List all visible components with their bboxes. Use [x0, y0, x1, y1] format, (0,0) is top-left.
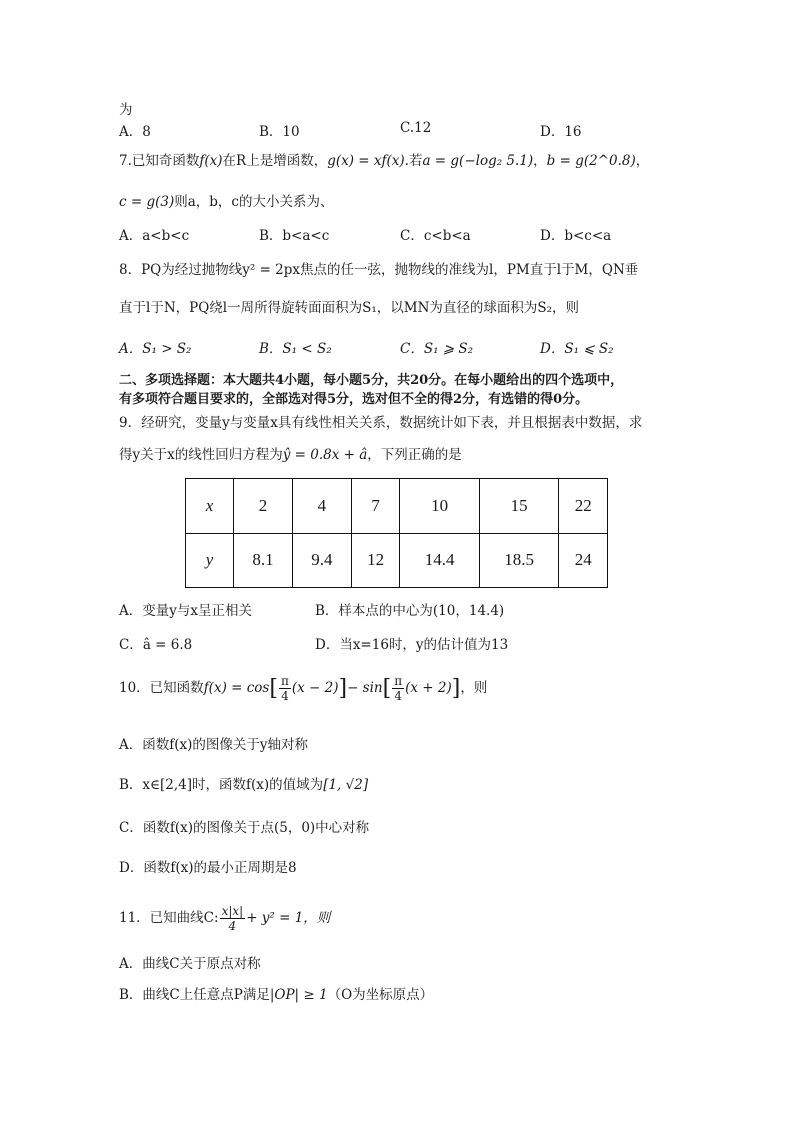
fraction-denominator: 4 — [394, 689, 402, 703]
q7-option-d: D．b<c<a — [540, 228, 612, 244]
q10-stem — [119, 673, 487, 703]
table-cell: 8.1 — [234, 533, 293, 588]
q7-text: 在R上是增函数， — [222, 153, 328, 169]
q7-fx: f(x) — [199, 153, 223, 169]
table-cell: 9.4 — [292, 533, 351, 588]
q8-option-b: B．S₁ < S₂ — [259, 341, 332, 357]
q10-option-c: C．函数f(x)的图像关于点(5，0)中心对称 — [119, 820, 370, 836]
q7-c-def: c = g(3) — [119, 194, 175, 210]
q11-text: 11．已知曲线C: — [119, 910, 219, 926]
q9-text: 得y关于x的线性回归方程为 — [119, 447, 283, 463]
prev-option-d: D．16 — [540, 124, 582, 140]
fraction-denominator: 4 — [228, 919, 237, 933]
q9-option-c: C．â = 6.8 — [119, 637, 193, 653]
q10-option-b-range: [1, √2] — [323, 777, 369, 793]
q10-fx: f(x) = cos — [203, 680, 270, 696]
q7-stem-line1 — [119, 149, 649, 169]
q11-option-a: A．曲线C关于原点对称 — [119, 956, 261, 972]
q8-stem-line1: 8．PQ为经过抛物线y² = 2px焦点的任一弦，抛物线的准线为l，PM直于l于M，QN垂 — [119, 262, 639, 278]
q11-option-b — [119, 983, 433, 1003]
q7-comma: ， — [533, 153, 547, 169]
q7-a-def: a = g(−log₂ 5.1) — [422, 153, 534, 169]
fraction-denominator: 4 — [281, 689, 289, 703]
table-row — [186, 533, 608, 588]
table-cell: 10 — [400, 479, 480, 534]
q11-fraction — [220, 904, 246, 933]
q9-text: ，下列正确的是 — [367, 447, 462, 463]
table-row — [186, 479, 608, 534]
q10-fraction-1 — [279, 674, 291, 703]
q10-minus-sin: − sin — [347, 680, 383, 696]
q10-option-b-text: x∈[2,4]时，函数f(x)的值域为 — [142, 777, 324, 793]
q11-option-b-note: （O为坐标原点） — [327, 987, 434, 1003]
fraction-numerator: π — [394, 674, 403, 688]
left-bracket-icon: [ — [269, 676, 278, 701]
q9-stem-line1: 9．经研究，变量y与变量x具有线性相关关系，数据统计如下表，并且根据表中数据，求 — [119, 415, 643, 431]
q11-option-b-text: B．曲线C上任意点P满足 — [119, 987, 270, 1003]
table-cell: 22 — [559, 479, 608, 534]
table-cell: 12 — [351, 533, 400, 588]
table-cell: 15 — [479, 479, 559, 534]
q7-text: 则a，b，c的大小关系为、 — [174, 194, 334, 210]
fraction-numerator: π — [280, 674, 289, 688]
q9-data-table — [185, 478, 608, 588]
right-bracket-icon: ] — [338, 676, 348, 701]
fraction-numerator: x|x| — [221, 904, 244, 918]
table-cell: 14.4 — [400, 533, 480, 588]
q8-option-d: D．S₁ ⩽ S₂ — [540, 341, 614, 357]
table-cell: 4 — [292, 479, 351, 534]
q7-comma: ， — [635, 153, 650, 169]
q9-option-a: A．变量y与x呈正相关 — [119, 603, 252, 619]
right-bracket-icon: ] — [451, 676, 461, 701]
section-2-heading-line1: 二、多项选择题：本大题共4小题，每小题5分，共20分。在每小题给出的四个选项中， — [119, 373, 624, 388]
q8-option-a: A．S₁ > S₂ — [119, 341, 192, 357]
q7-gx: g(x) = xf(x) — [327, 153, 405, 169]
q10-option-b — [119, 773, 368, 793]
table-cell: 7 — [351, 479, 400, 534]
q11-text: + y² = 1，则 — [246, 910, 331, 926]
left-bracket-icon: [ — [382, 676, 392, 701]
q9-option-b: B．样本点的中心为(10，14.4) — [315, 603, 505, 619]
q7-option-a: A．a<b<c — [119, 228, 190, 244]
q8-option-c: C．S₁ ⩾ S₂ — [400, 341, 474, 357]
q10-option-b-label: B． — [119, 777, 143, 793]
q7-text: 7.已知奇函数 — [119, 153, 200, 169]
q10-text: 10．已知函数 — [119, 680, 204, 696]
q9-stem-line2 — [119, 443, 462, 463]
q7-stem-line2 — [119, 190, 334, 210]
table-cell: 2 — [234, 479, 293, 534]
q10-fraction-2 — [392, 674, 404, 703]
section-2-heading-line2: 有多项符合题目要求的，全部选对得5分，选对但不全的得2分，有选错的得0分。 — [119, 392, 589, 407]
q7-option-b: B．b<a<c — [259, 228, 330, 244]
q10-option-a: A．函数f(x)的图像关于y轴对称 — [119, 737, 309, 753]
prev-option-a: A．8 — [119, 124, 151, 140]
table-header-y: y — [186, 533, 234, 588]
q10-option-d: D．函数f(x)的最小正周期是8 — [119, 860, 297, 876]
q10-arg1: (x − 2) — [291, 680, 339, 696]
q9-option-d: D．当x=16时，y的估计值为13 — [315, 637, 509, 653]
table-cell: 18.5 — [479, 533, 559, 588]
q9-regression-eq: ŷ = 0.8x + â — [282, 447, 368, 463]
prev-option-c: C.12 — [400, 120, 432, 136]
q7-text: .若 — [404, 153, 423, 169]
table-cell: 24 — [559, 533, 608, 588]
q8-stem-line2: 直于l于N，PQ绕l一周所得旋转面面积为S₁，以MN为直径的球面积为S₂，则 — [119, 300, 580, 316]
q10-text: ，则 — [460, 680, 488, 696]
prev-option-b: B．10 — [259, 124, 300, 140]
prev-question-tail: 为 — [119, 102, 133, 118]
q10-arg2: (x + 2) — [405, 680, 452, 696]
q7-b-def: b = g(2^0.8) — [546, 153, 636, 169]
table-header-x: x — [186, 479, 234, 534]
q7-option-c: C．c<b<a — [400, 228, 471, 244]
q11-option-b-formula: |OP| ≥ 1 — [269, 987, 328, 1003]
q11-stem — [119, 903, 330, 933]
